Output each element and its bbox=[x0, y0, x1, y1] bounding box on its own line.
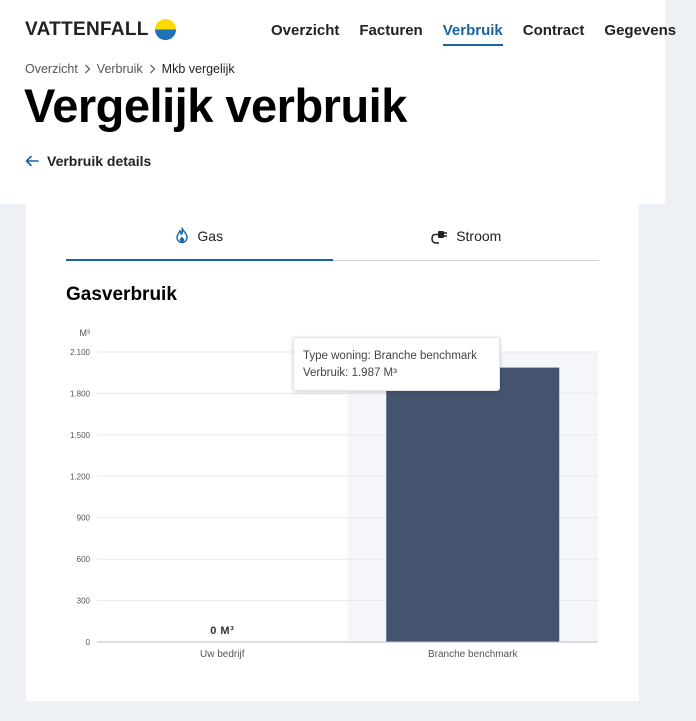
y-tick-label: 1.200 bbox=[69, 472, 90, 482]
y-axis-label: M³ bbox=[79, 328, 90, 338]
tab-stroom-label: Stroom bbox=[456, 228, 502, 244]
nav-item-verbruik[interactable]: Verbruik bbox=[443, 22, 503, 46]
nav-item-contract[interactable]: Contract bbox=[522, 22, 585, 39]
chevron-right-icon bbox=[149, 64, 156, 74]
arrow-left-icon bbox=[25, 155, 39, 167]
logo-icon bbox=[154, 18, 177, 41]
tooltip-line-type: Type woning: Branche benchmark bbox=[303, 350, 477, 362]
gas-usage-chart bbox=[26, 172, 639, 701]
breadcrumb bbox=[25, 62, 235, 76]
tooltip-line-usage: Verbruik: 1.987 M³ bbox=[303, 367, 397, 379]
comparison-card bbox=[26, 172, 639, 701]
nav-item-gegevens[interactable]: Gegevens bbox=[604, 22, 677, 39]
breadcrumb-item-verbruik[interactable]: Verbruik bbox=[96, 62, 143, 76]
y-tick-label: 300 bbox=[76, 596, 90, 606]
nav-item-overzicht[interactable]: Overzicht bbox=[271, 22, 340, 39]
section-title: Gasverbruik bbox=[66, 284, 177, 305]
page-title: Vergelijk verbruik bbox=[24, 79, 407, 132]
bar-branche-benchmark bbox=[386, 368, 559, 642]
chart-svg bbox=[26, 172, 639, 701]
chevron-right-icon bbox=[84, 64, 91, 74]
x-tick-label: Uw bedrijf bbox=[200, 649, 245, 660]
y-tick-label: 1.800 bbox=[69, 389, 90, 399]
y-tick-label: 900 bbox=[76, 513, 90, 523]
y-tick-label: 600 bbox=[76, 555, 90, 565]
back-link-label: Verbruik details bbox=[47, 153, 152, 169]
tab-gas-label: Gas bbox=[197, 227, 224, 244]
y-tick-label: 2.100 bbox=[69, 348, 90, 357]
y-tick-label: 0 bbox=[85, 638, 90, 647]
data-label: 0 M³ bbox=[210, 625, 235, 637]
brand-name: VATTENFALL bbox=[25, 18, 149, 40]
y-tick-label: 1.500 bbox=[69, 430, 90, 440]
back-link[interactable] bbox=[25, 153, 151, 169]
vattenfall-logo[interactable] bbox=[25, 18, 177, 41]
breadcrumb-item-overzicht[interactable]: Overzicht bbox=[25, 62, 78, 76]
chart-tooltip bbox=[293, 337, 500, 391]
x-tick-label: Branche benchmark bbox=[428, 649, 518, 660]
main-nav bbox=[271, 22, 696, 46]
nav-item-facturen[interactable]: Facturen bbox=[359, 22, 423, 39]
breadcrumb-item-current: Mkb vergelijk bbox=[161, 62, 235, 76]
